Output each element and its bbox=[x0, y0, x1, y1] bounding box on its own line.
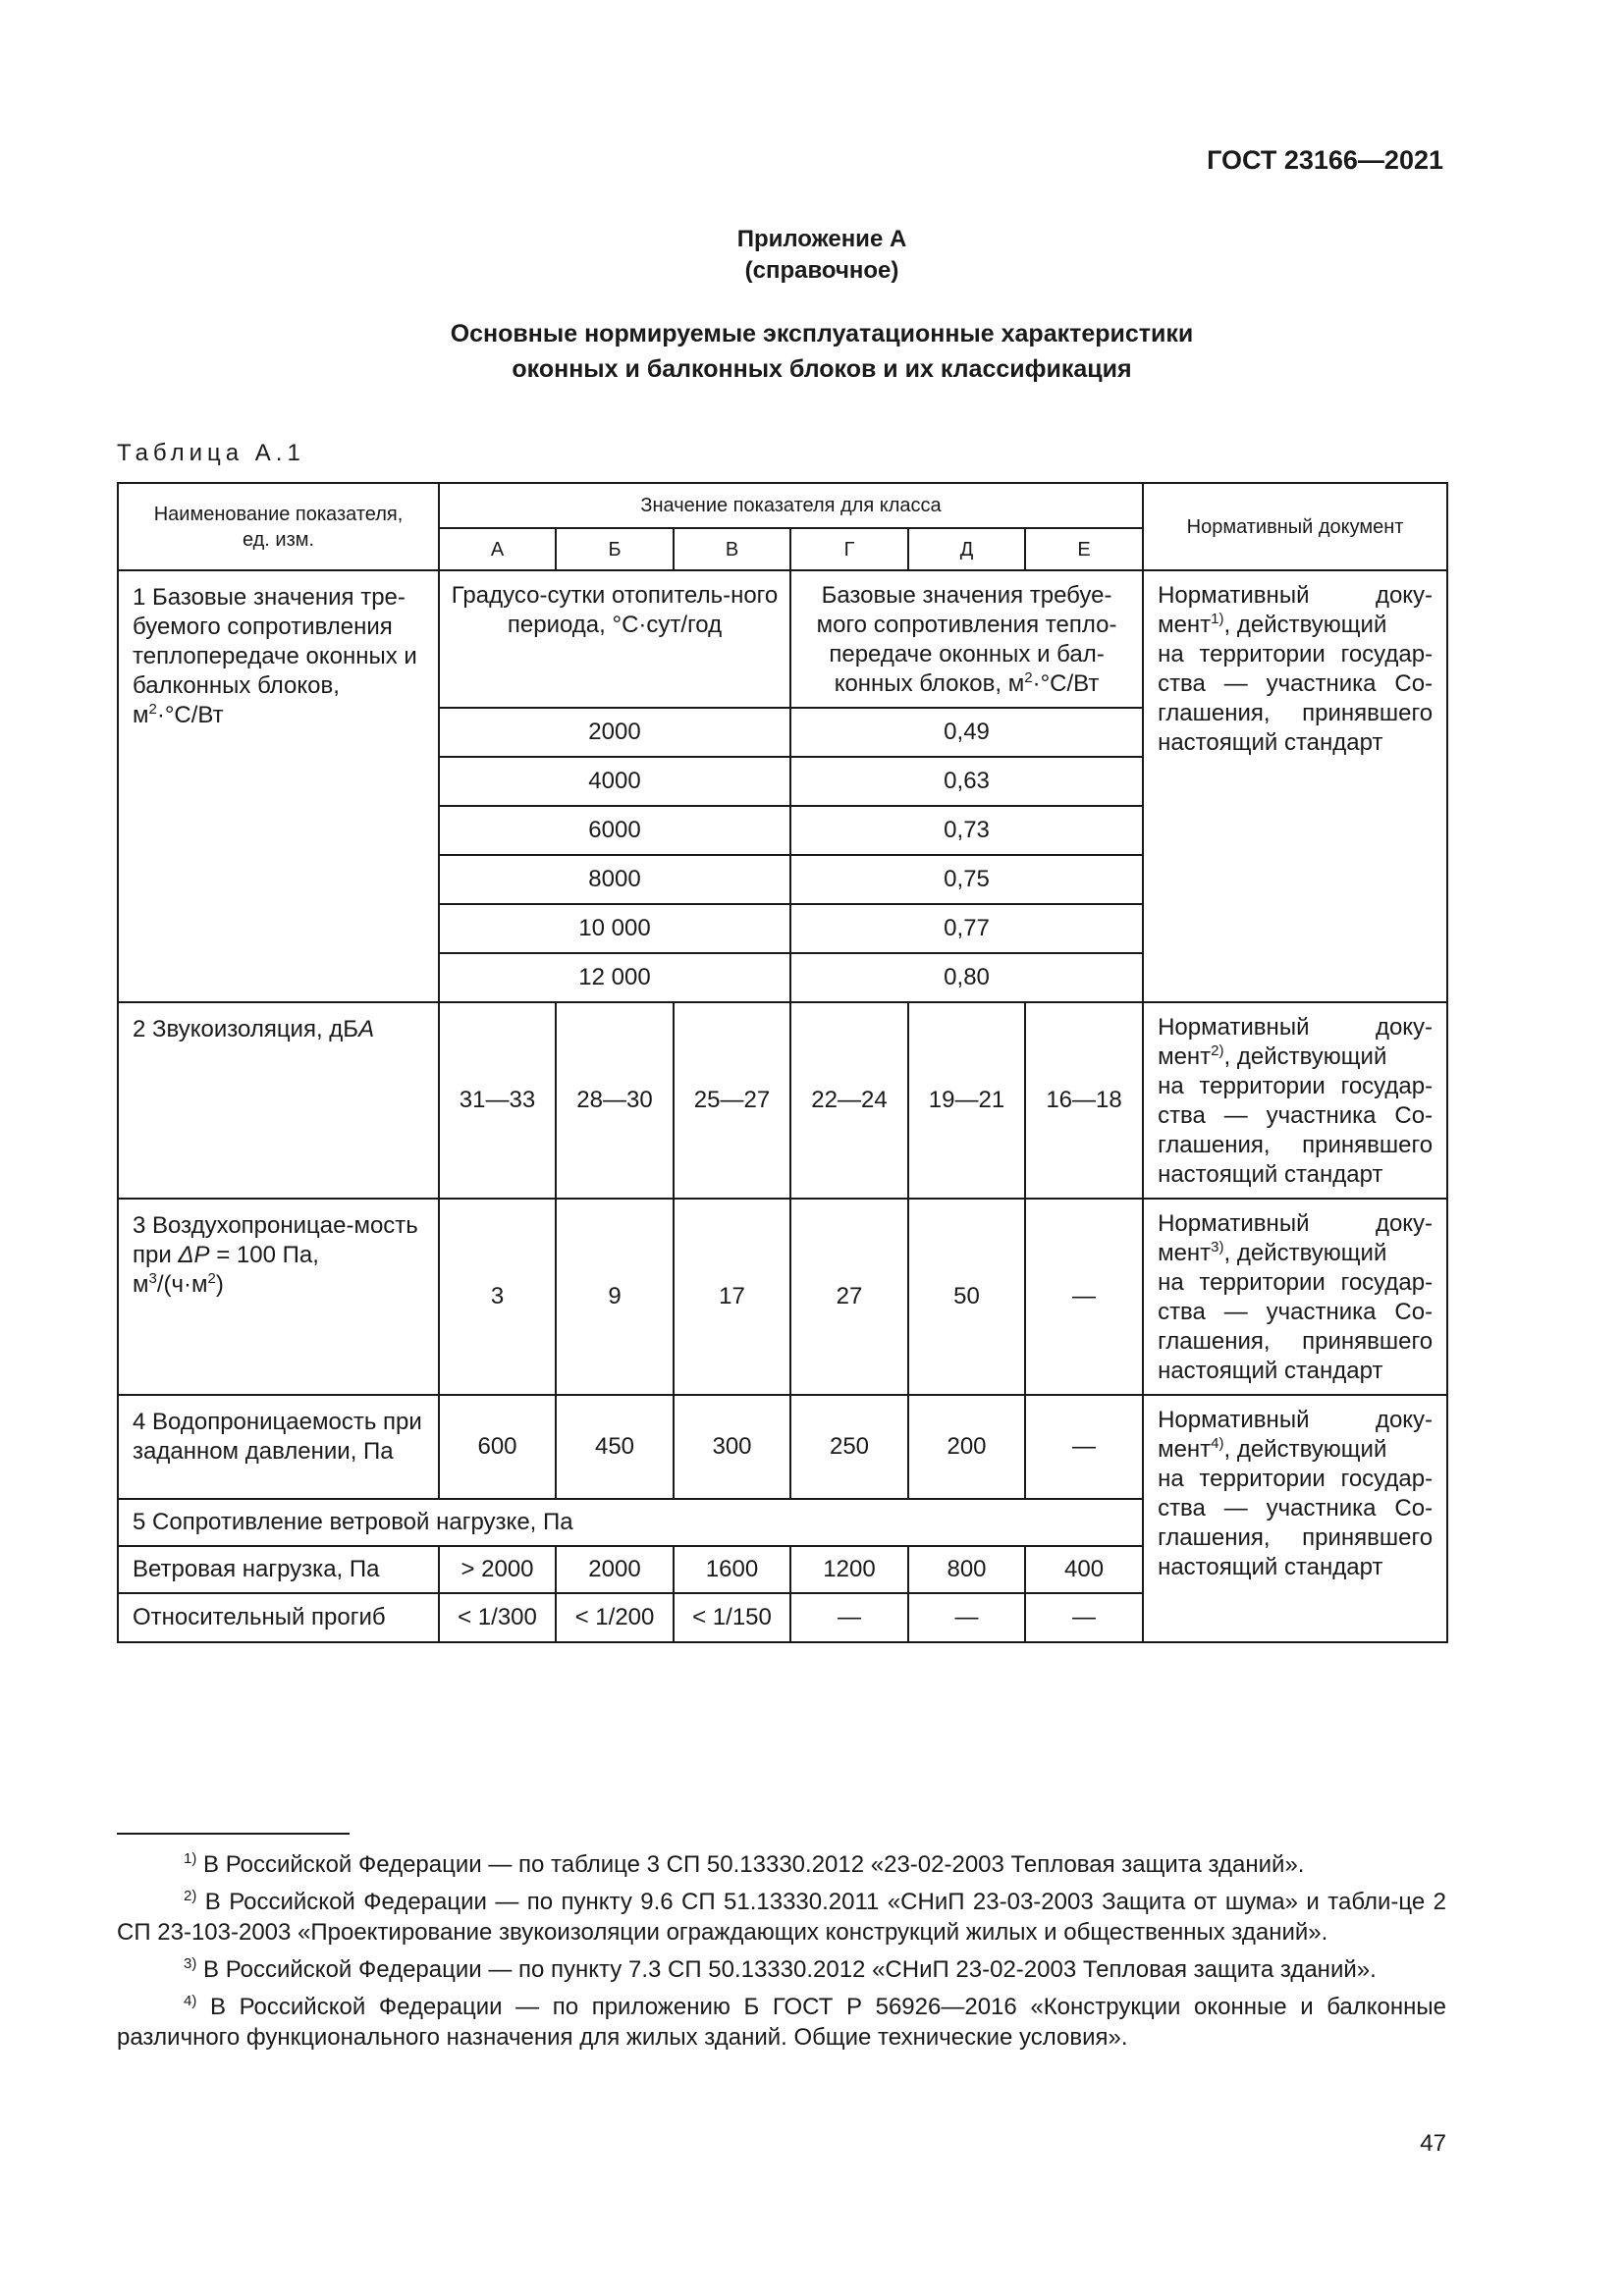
header-indicator-name: Наименование показателя, ед. изм. bbox=[118, 483, 439, 570]
degree-days-value: 12 000 bbox=[439, 953, 790, 1002]
degree-days-value: 8000 bbox=[439, 855, 790, 904]
row3-value-v: 17 bbox=[674, 1199, 790, 1395]
row5a-value-g: 1200 bbox=[790, 1546, 908, 1593]
row4-value-b: 450 bbox=[556, 1395, 674, 1499]
resistance-value: 0,80 bbox=[790, 953, 1143, 1002]
row5b-value-g: — bbox=[790, 1593, 908, 1642]
row5b-value-d: — bbox=[908, 1593, 1025, 1642]
row5a-value-d: 800 bbox=[908, 1546, 1025, 1593]
row4-value-v: 300 bbox=[674, 1395, 790, 1499]
row2-value-e: 16—18 bbox=[1025, 1002, 1143, 1199]
row3-value-d: 50 bbox=[908, 1199, 1025, 1395]
row5a-value-e: 400 bbox=[1025, 1546, 1143, 1593]
resistance-value: 0,75 bbox=[790, 855, 1143, 904]
resistance-value: 0,49 bbox=[790, 708, 1143, 757]
row4-value-a: 600 bbox=[439, 1395, 556, 1499]
row3-name: 3 Воздухопроницае-мость при ΔP = 100 Па, $м^3/(ч\cdot м^2)$ bbox=[118, 1199, 439, 1395]
footnote-1: $^{1)}$ В Российской Федерации — по таблице 3 СП 50.13330.2012 «23-02-2003 Тепловая защита зданий». bbox=[184, 1850, 1305, 1878]
row5b-value-e: — bbox=[1025, 1593, 1143, 1642]
document-code: ГОСТ 23166—2021 bbox=[1207, 145, 1443, 175]
resistance-value: 0,73 bbox=[790, 806, 1143, 855]
class-header-b: Б bbox=[556, 528, 674, 570]
resistance-value: 0,63 bbox=[790, 757, 1143, 806]
row2-value-g: 22—24 bbox=[790, 1002, 908, 1199]
class-header-d: Д bbox=[908, 528, 1025, 570]
row2-name: 2 Звукоизоляция, дБА bbox=[118, 1002, 439, 1199]
row3-value-g: 27 bbox=[790, 1199, 908, 1395]
row5a-value-a: > 2000 bbox=[439, 1546, 556, 1593]
row1-resistance-header: Базовые значения требуе-мого сопротивления тепло-передаче оконных и бал-конных блоков, $м^2\cdot^\circ С/Вт$ bbox=[790, 570, 1143, 708]
row1-degree-days-header: Градусо-сутки отопитель-ного периода, °С·сут/год bbox=[439, 570, 790, 708]
row5b-name: Относительный прогиб bbox=[118, 1593, 439, 1642]
annex-title: Приложение А bbox=[736, 226, 907, 252]
degree-days-value: 4000 bbox=[439, 757, 790, 806]
section-title-line-2: оконных и балконных блоков и их классификация bbox=[512, 355, 1132, 383]
annex-type: (справочное) bbox=[744, 257, 899, 284]
row4-value-e: — bbox=[1025, 1395, 1143, 1499]
degree-days-value: 2000 bbox=[439, 708, 790, 757]
class-header-v: В bbox=[674, 528, 790, 570]
row3-value-a: 3 bbox=[439, 1199, 556, 1395]
header-normative-document: Нормативный документ bbox=[1143, 483, 1447, 570]
row2-value-v: 25—27 bbox=[674, 1002, 790, 1199]
header-class-value: Значение показателя для класса bbox=[439, 483, 1143, 528]
page-number: 47 bbox=[1420, 2130, 1446, 2157]
row5b-value-v: < 1/150 bbox=[674, 1593, 790, 1642]
row2-normative-document: Нормативный доку- мент$^{2)}$, действующий на территории государ-ства — участника Со-глашения, принявшего настоящий стандарт bbox=[1143, 1002, 1447, 1199]
row4-value-g: 250 bbox=[790, 1395, 908, 1499]
row5b-value-a: < 1/300 bbox=[439, 1593, 556, 1642]
row5a-name: Ветровая нагрузка, Па bbox=[118, 1546, 439, 1593]
row2-value-b: 28—30 bbox=[556, 1002, 674, 1199]
row4-name: 4 Водопроницаемость при заданном давлении, Па bbox=[118, 1395, 439, 1499]
class-header-g: Г bbox=[790, 528, 908, 570]
row2-value-d: 19—21 bbox=[908, 1002, 1025, 1199]
row3-value-b: 9 bbox=[556, 1199, 674, 1395]
row5-name: 5 Сопротивление ветровой нагрузке, Па bbox=[118, 1499, 1143, 1546]
footnote-4: $^{4)}$ В Российской Федерации — по приложению Б ГОСТ Р 56926—2016 «Конструкции оконные и балконные различного функционального назначения для жилых зданий. Общие технические условия». bbox=[117, 1993, 1446, 2051]
row3-value-e: — bbox=[1025, 1199, 1143, 1395]
section-title bbox=[0, 316, 1624, 387]
class-header-a: А bbox=[439, 528, 556, 570]
row2-value-a: 31—33 bbox=[439, 1002, 556, 1199]
table-label: Таблица А.1 bbox=[117, 440, 305, 466]
section-title-line-1: Основные нормируемые эксплуатационные характеристики bbox=[450, 320, 1194, 347]
degree-days-value: 10 000 bbox=[439, 904, 790, 953]
degree-days-value: 6000 bbox=[439, 806, 790, 855]
row1-name: 1 Базовые значения тре-буемого сопротивления теплопередаче оконных и балконных блоков, $м^2\cdot^\circ С/Вт$ bbox=[118, 570, 439, 1002]
annex-heading bbox=[0, 224, 1624, 287]
footnote-separator bbox=[117, 1833, 350, 1835]
class-header-e: Е bbox=[1025, 528, 1143, 570]
row3-normative-document: Нормативный доку- мент$^{3)}$, действующий на территории государ-ства — участника Со-глашения, принявшего настоящий стандарт bbox=[1143, 1199, 1447, 1395]
resistance-value: 0,77 bbox=[790, 904, 1143, 953]
row5a-value-b: 2000 bbox=[556, 1546, 674, 1593]
footnote-2: $^{2)}$ В Российской Федерации — по пункту 9.6 СП 51.13330.2011 «СНиП 23-03-2003 Защита от шума» и табли-це 2 СП 23-103-2003 «Проектирование звукоизоляции ограждающих конструкций жилых и общественных зданий». bbox=[117, 1888, 1446, 1946]
row5a-value-v: 1600 bbox=[674, 1546, 790, 1593]
row4-value-d: 200 bbox=[908, 1395, 1025, 1499]
row4-normative-document: Нормативный доку- мент$^{4)}$, действующий на территории государ-ства — участника Со-глашения, принявшего настоящий стандарт bbox=[1143, 1395, 1447, 1642]
row5b-value-b: < 1/200 bbox=[556, 1593, 674, 1642]
footnote-3: $^{3)}$ В Российской Федерации — по пункту 7.3 СП 50.13330.2012 «СНиП 23-02-2003 Тепловая защита зданий». bbox=[184, 1955, 1377, 1983]
row1-normative-document: Нормативный доку- мент$^{1)}$, действующий на территории государ-ства — участника Со-глашения, принявшего настоящий стандарт bbox=[1143, 570, 1447, 1002]
characteristics-table bbox=[117, 482, 1448, 1643]
